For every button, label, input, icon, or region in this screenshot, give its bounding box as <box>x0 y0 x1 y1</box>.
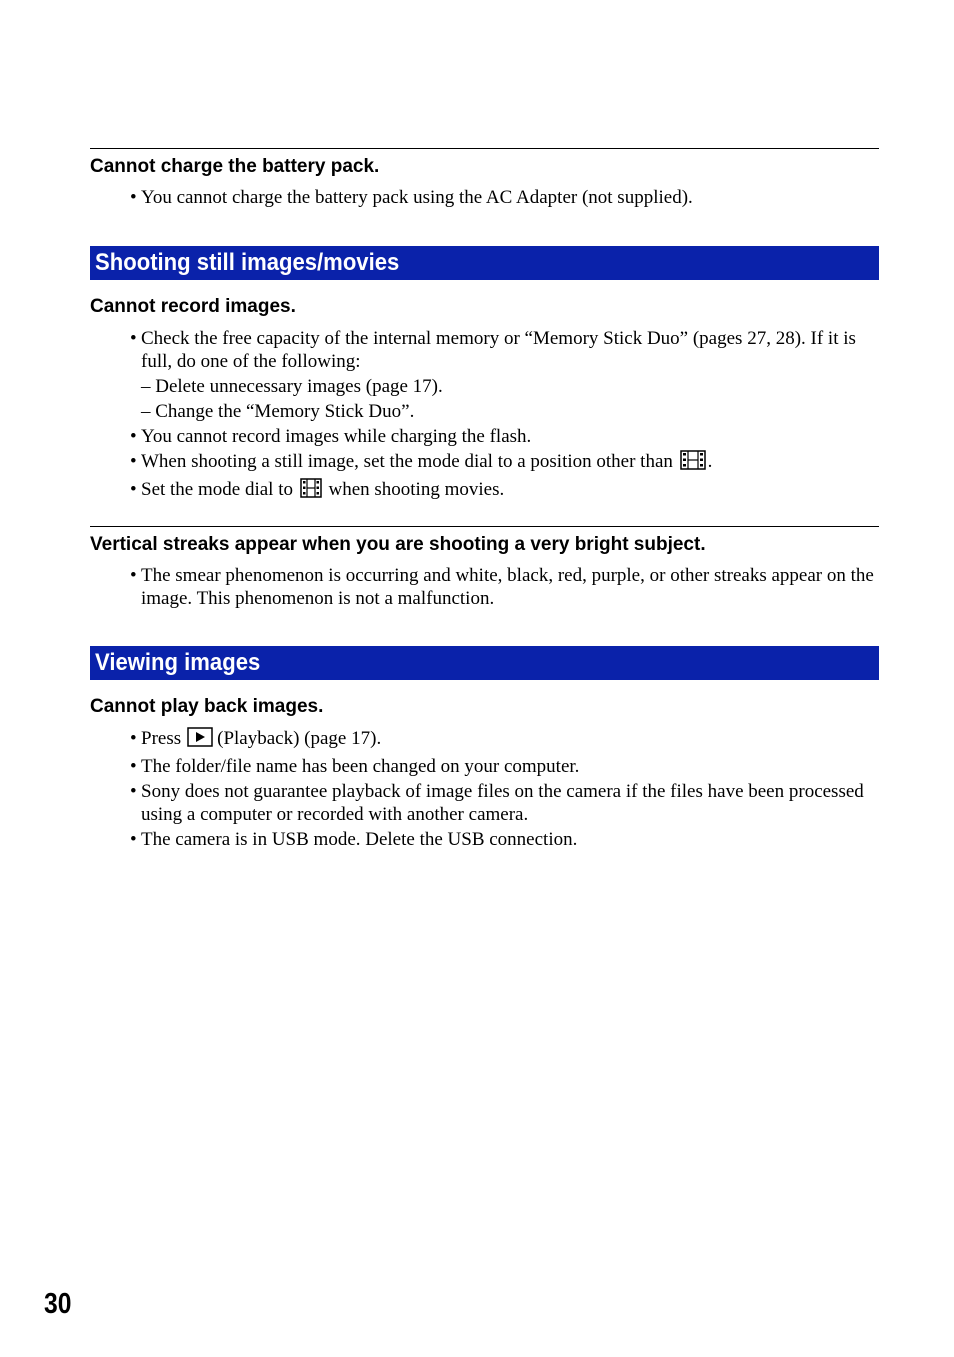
solution-item: • The smear phenomenon is occurring and white, black, red, purple, or other streaks appear on the image. This phenomenon is not a malfunction. <box>130 565 874 609</box>
section-divider <box>90 148 879 149</box>
bullet: • <box>130 451 137 472</box>
playback-button-icon <box>187 727 213 753</box>
solution-list-streaks <box>130 564 878 612</box>
trouble-heading-battery: Cannot charge the battery pack. <box>90 156 380 177</box>
section-divider <box>90 526 879 527</box>
solution-item: • Set the mode dial to when shooting movies. <box>130 478 878 504</box>
page-number: 30 <box>44 1288 72 1320</box>
bullet: • <box>130 565 137 586</box>
solution-item: • Sony does not guarantee playback of image files on the camera if the files have been processed using a computer or recorded with another camera. <box>130 781 864 825</box>
solution-item: • You cannot charge the battery pack using the AC Adapter (not supplied). <box>130 187 693 208</box>
bullet: • <box>130 426 137 447</box>
trouble-heading-streaks: Vertical streaks appear when you are shooting a very bright subject. <box>90 534 706 555</box>
bullet: • <box>130 781 137 802</box>
bullet: • <box>130 187 137 208</box>
solution-list-record <box>130 327 878 506</box>
solution-list-playback <box>130 727 878 853</box>
section-band-shooting <box>90 246 879 280</box>
solution-subitem: – Change the “Memory Stick Duo”. <box>141 401 415 422</box>
solution-list-battery <box>130 186 878 211</box>
solution-item: • Press (Playback) (page 17). <box>130 727 878 753</box>
section-title-viewing: Viewing images <box>95 649 261 676</box>
section-title-shooting: Shooting still images/movies <box>95 249 400 276</box>
solution-item: • The camera is in USB mode. Delete the USB connection. <box>130 829 578 850</box>
bullet: • <box>130 479 137 500</box>
bullet: • <box>130 829 137 850</box>
trouble-heading-record: Cannot record images. <box>90 296 296 317</box>
movie-mode-icon <box>300 478 322 504</box>
solution-item: • The folder/file name has been changed on your computer. <box>130 756 580 777</box>
solution-item: • Check the free capacity of the internal memory or “Memory Stick Duo” (pages 27, 28). If it is full, do one of the following: <box>130 328 856 372</box>
solution-subitem: – Delete unnecessary images (page 17). <box>141 376 443 397</box>
trouble-heading-playback: Cannot play back images. <box>90 696 324 717</box>
bullet: • <box>130 328 137 349</box>
movie-mode-icon <box>680 450 706 476</box>
solution-item: • When shooting a still image, set the mode dial to a position other than . <box>130 450 878 476</box>
bullet: • <box>130 728 137 749</box>
section-band-viewing <box>90 646 879 680</box>
solution-item: • You cannot record images while charging the flash. <box>130 426 532 447</box>
bullet: • <box>130 756 137 777</box>
